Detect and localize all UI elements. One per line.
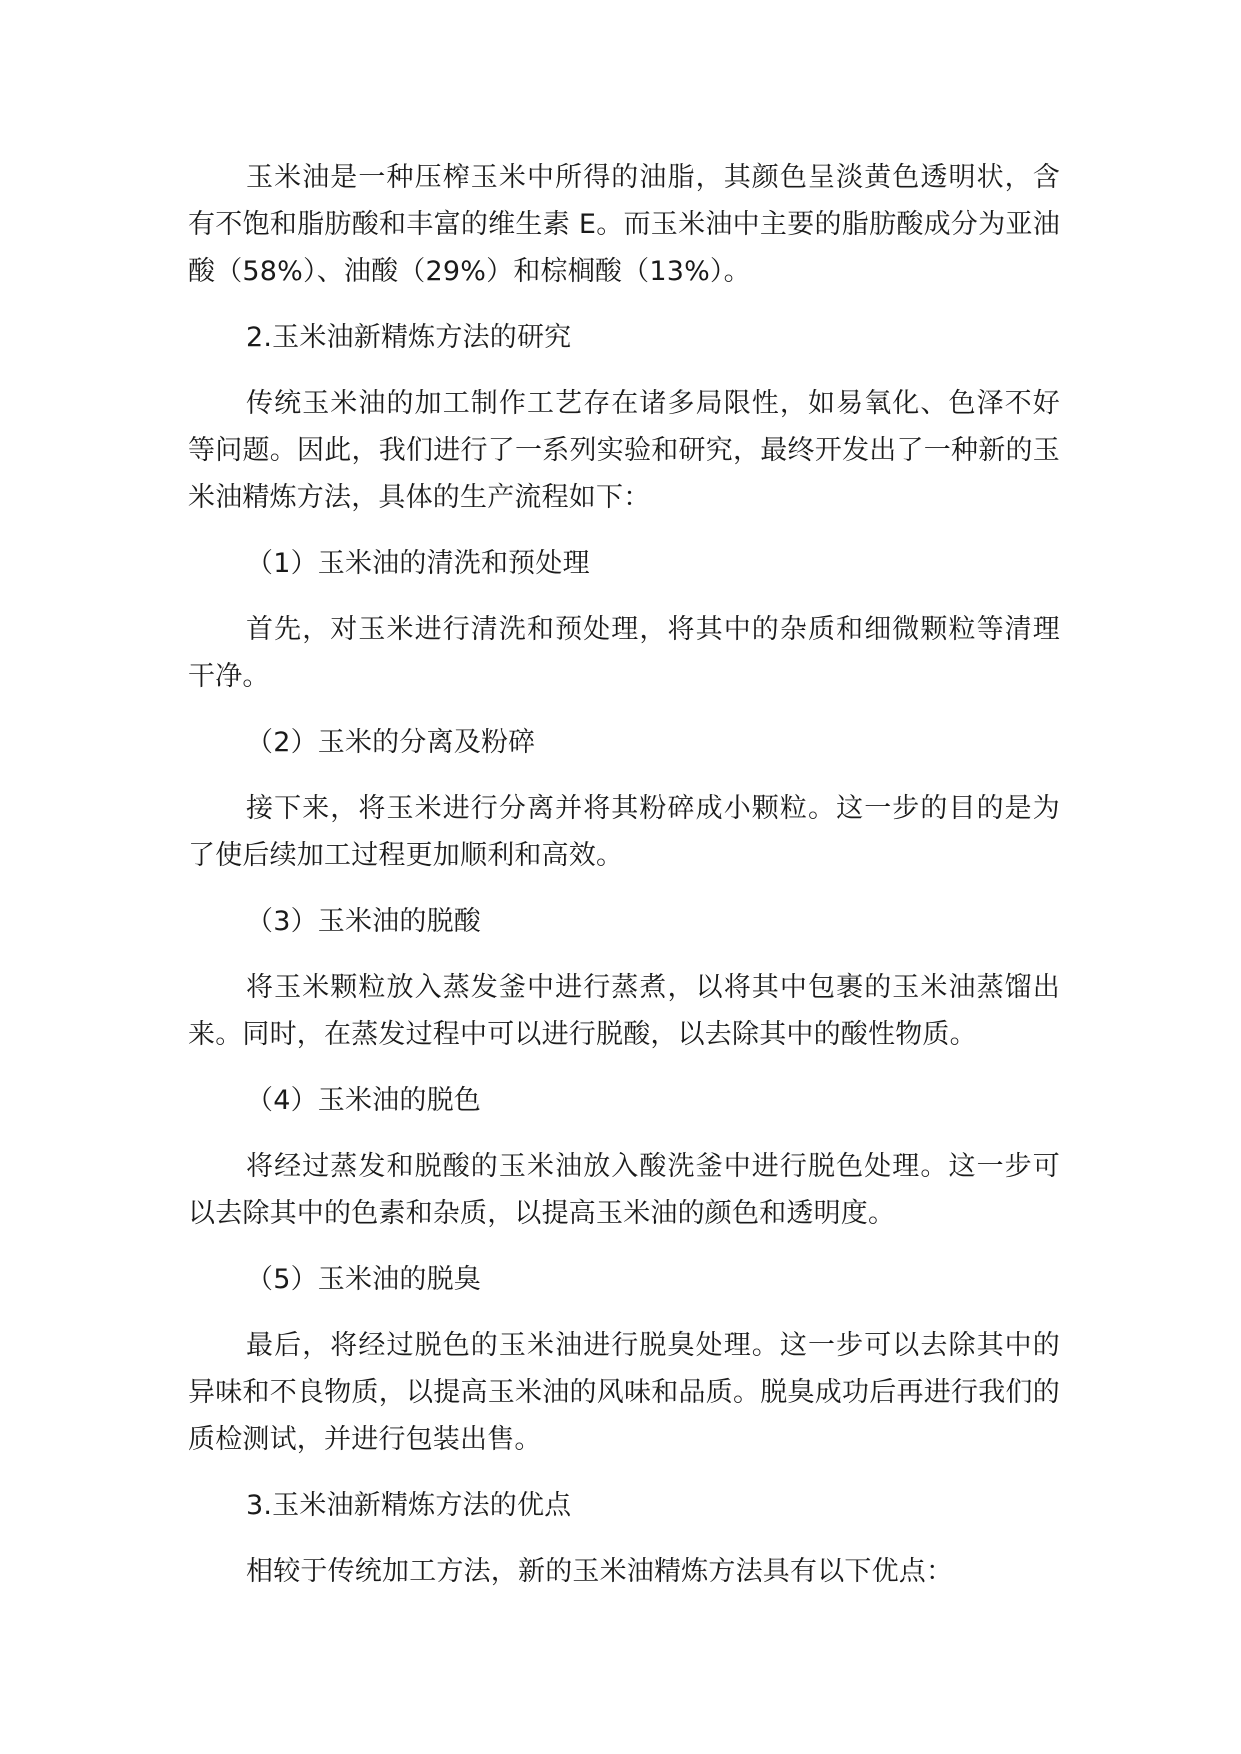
step-paragraph-decolorization: 将经过蒸发和脱酸的玉米油放入酸洗釜中进行脱色处理。这一步可以去除其中的色素和杂质，以提高玉米油的颜色和透明度。 xyxy=(188,1151,1060,1229)
step-heading-decolorization: （4）玉米油的脱色 xyxy=(246,1085,481,1116)
intro-paragraph: 玉米油是一种压榨玉米中所得的油脂，其颜色呈淡黄色透明状，含有不饱和脂肪酸和丰富的维生素 E。而玉米油中主要的脂肪酸成分为亚油酸（58%）、油酸（29%）和棕榈酸（13%）。 xyxy=(188,162,1060,287)
research-paragraph: 传统玉米油的加工制作工艺存在诸多局限性，如易氧化、色泽不好等问题。因此，我们进行了一系列实验和研究，最终开发出了一种新的玉米油精炼方法，具体的生产流程如下： xyxy=(188,388,1060,513)
step-paragraph-deacidification: 将玉米颗粒放入蒸发釜中进行蒸煮，以将其中包裹的玉米油蒸馏出来。同时，在蒸发过程中可以进行脱酸，以去除其中的酸性物质。 xyxy=(188,972,1060,1050)
step-heading-deodorization: （5）玉米油的脱臭 xyxy=(246,1264,481,1295)
step-paragraph-deodorization: 最后，将经过脱色的玉米油进行脱臭处理。这一步可以去除其中的异味和不良物质，以提高玉米油的风味和品质。脱臭成功后再进行我们的质检测试，并进行包装出售。 xyxy=(188,1330,1060,1455)
advantages-paragraph: 相较于传统加工方法，新的玉米油精炼方法具有以下优点： xyxy=(246,1556,954,1587)
step-heading-cleaning: （1）玉米油的清洗和预处理 xyxy=(246,548,590,579)
step-paragraph-separation: 接下来，将玉米进行分离并将其粉碎成小颗粒。这一步的目的是为了使后续加工过程更加顺利和高效。 xyxy=(188,793,1060,871)
step-heading-separation: （2）玉米的分离及粉碎 xyxy=(246,727,536,758)
section-heading-advantages: 3.玉米油新精炼方法的优点 xyxy=(246,1490,572,1521)
step-heading-deacidification: （3）玉米油的脱酸 xyxy=(246,906,481,937)
step-paragraph-cleaning: 首先，对玉米进行清洗和预处理，将其中的杂质和细微颗粒等清理干净。 xyxy=(188,614,1060,692)
section-heading-research: 2.玉米油新精炼方法的研究 xyxy=(246,322,572,353)
document-body xyxy=(188,154,1060,1614)
